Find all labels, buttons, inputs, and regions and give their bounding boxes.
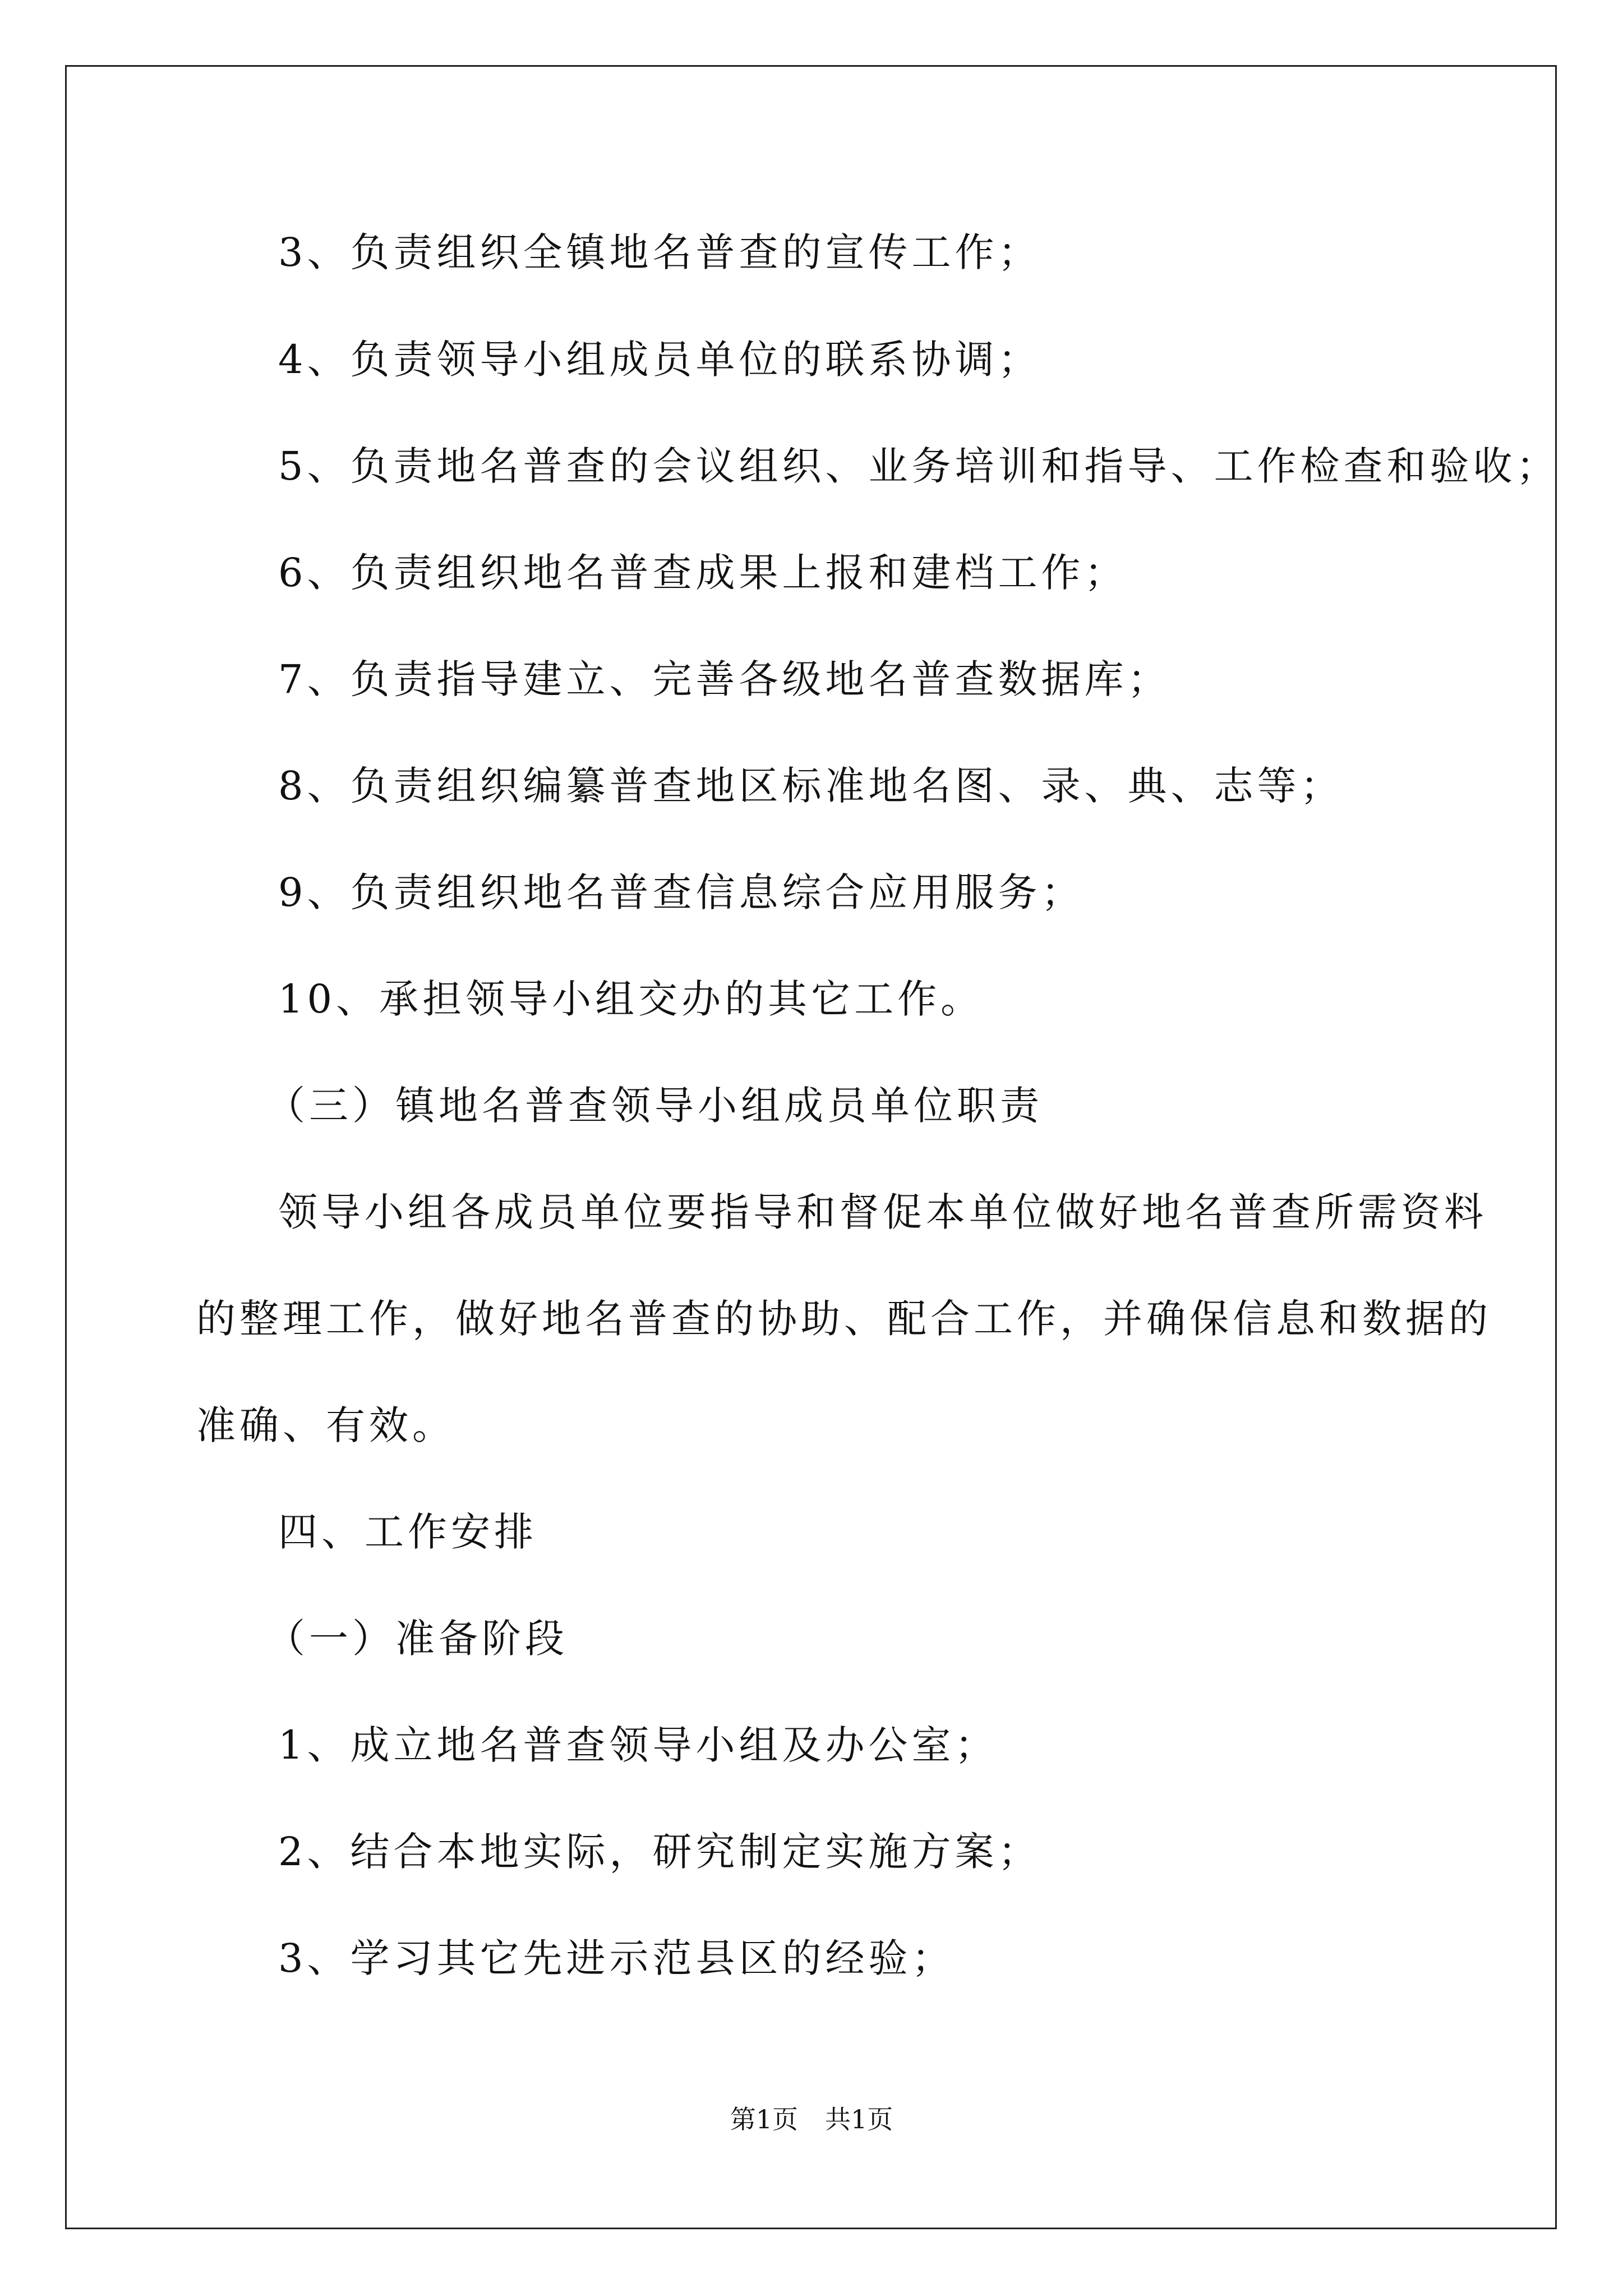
list-item-2-plan: 2、结合本地实际，研究制定实施方案； [278,1829,1041,1875]
list-item-9-services: 9、负责组织地名普查信息综合应用服务； [278,869,1085,915]
subsection-heading-preparation: （一）准备阶段 [266,1616,568,1662]
list-item-3-learn: 3、学习其它先进示范县区的经验； [278,1935,955,1981]
paragraph-line-1: 领导小组各成员单位要指导和督促本单位做好地名普查所需资料 [278,1189,1487,1235]
page-border [65,65,1557,2229]
section-heading-work-arrangement: 四、工作安排 [278,1509,537,1555]
page-footer [0,2102,1623,2136]
paragraph-line-2: 的整理工作，做好地名普查的协助、配合工作，并确保信息和数据的 [196,1296,1492,1342]
list-item-1-establish-group: 1、成立地名普查领导小组及办公室； [278,1722,998,1768]
list-item-10-other-work: 10、承担领导小组交办的其它工作。 [278,976,984,1022]
paragraph-line-3: 准确、有效。 [196,1402,455,1448]
page-number-current: 第1页 [730,2104,798,2134]
list-item-6-reporting: 6、负责组织地名普查成果上报和建档工作； [278,550,1128,596]
section-heading-member-duties: （三）镇地名普查领导小组成员单位职责 [266,1083,1043,1129]
list-item-5-meetings: 5、负责地名普查的会议组织、业务培训和指导、工作检查和验收； [278,443,1560,489]
list-item-7-database: 7、负责指导建立、完善各级地名普查数据库； [278,656,1171,702]
list-item-3-publicity: 3、负责组织全镇地名普查的宣传工作； [278,229,1041,275]
list-item-4-coordination: 4、负责领导小组成员单位的联系协调； [278,337,1041,383]
page-number-total: 共1页 [825,2104,893,2134]
list-item-8-compilation: 8、负责组织编纂普查地区标准地名图、录、典、志等； [278,763,1344,809]
